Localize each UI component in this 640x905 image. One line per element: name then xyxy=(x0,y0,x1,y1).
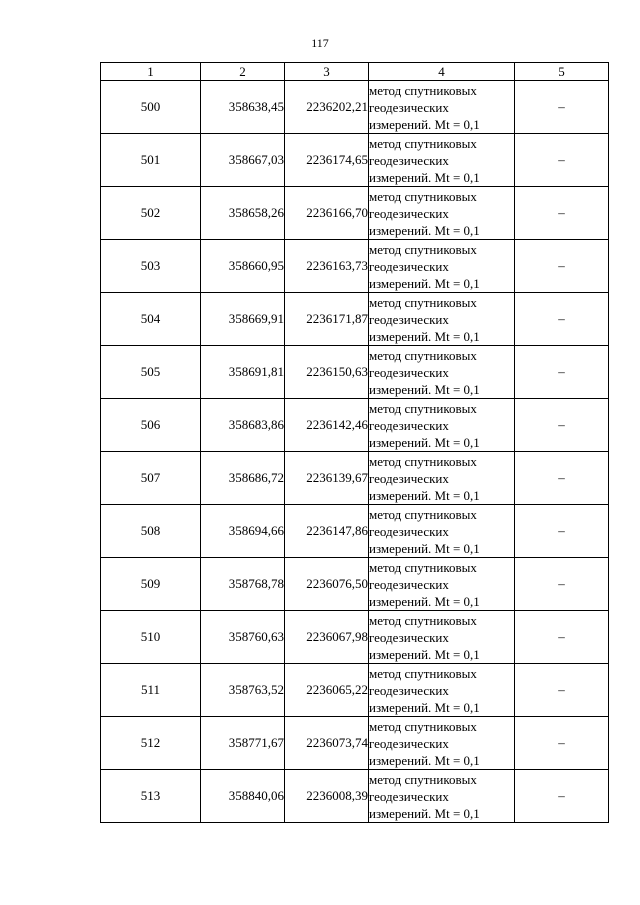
x-coordinate-cell: 358686,72 xyxy=(201,452,285,505)
method-cell xyxy=(369,505,515,558)
method-line: измерений. Mt = 0,1 xyxy=(369,275,480,291)
method-line: геодезических xyxy=(369,152,449,168)
method-line: измерений. Mt = 0,1 xyxy=(369,487,480,503)
method-cell xyxy=(369,81,515,134)
note-cell: – xyxy=(515,717,609,770)
y-coordinate-cell: 2236147,86 xyxy=(285,505,369,558)
y-coordinate-cell: 2236142,46 xyxy=(285,399,369,452)
method-line: измерений. Mt = 0,1 xyxy=(369,646,480,662)
method-line: измерений. Mt = 0,1 xyxy=(369,434,480,450)
x-coordinate-cell: 358771,67 xyxy=(201,717,285,770)
method-line: метод спутниковых xyxy=(369,665,477,681)
method-line: геодезических xyxy=(369,470,449,486)
note-cell: – xyxy=(515,134,609,187)
y-coordinate-cell: 2236067,98 xyxy=(285,611,369,664)
method-line: геодезических xyxy=(369,311,449,327)
method-cell xyxy=(369,611,515,664)
table-row xyxy=(101,134,609,187)
y-coordinate-cell: 2236171,87 xyxy=(285,293,369,346)
x-coordinate-cell: 358840,06 xyxy=(201,770,285,823)
note-cell: – xyxy=(515,240,609,293)
table-row xyxy=(101,664,609,717)
method-line: измерений. Mt = 0,1 xyxy=(369,752,480,768)
table-row xyxy=(101,346,609,399)
method-line: геодезических xyxy=(369,205,449,221)
note-cell: – xyxy=(515,346,609,399)
y-coordinate-cell: 2236008,39 xyxy=(285,770,369,823)
point-number-cell: 509 xyxy=(101,558,201,611)
method-line: метод спутниковых xyxy=(369,771,477,787)
method-cell xyxy=(369,452,515,505)
method-line: метод спутниковых xyxy=(369,506,477,522)
x-coordinate-cell: 358667,03 xyxy=(201,134,285,187)
method-line: метод спутниковых xyxy=(369,188,477,204)
coordinates-table xyxy=(100,62,609,823)
header-col-5: 5 xyxy=(515,63,609,81)
point-number-cell: 507 xyxy=(101,452,201,505)
point-number-cell: 505 xyxy=(101,346,201,399)
method-line: геодезических xyxy=(369,735,449,751)
point-number-cell: 506 xyxy=(101,399,201,452)
method-line: измерений. Mt = 0,1 xyxy=(369,169,480,185)
y-coordinate-cell: 2236174,65 xyxy=(285,134,369,187)
x-coordinate-cell: 358669,91 xyxy=(201,293,285,346)
table-row xyxy=(101,611,609,664)
point-number-cell: 504 xyxy=(101,293,201,346)
method-cell xyxy=(369,240,515,293)
x-coordinate-cell: 358760,63 xyxy=(201,611,285,664)
method-line: измерений. Mt = 0,1 xyxy=(369,222,480,238)
header-row xyxy=(101,63,609,81)
x-coordinate-cell: 358694,66 xyxy=(201,505,285,558)
x-coordinate-cell: 358768,78 xyxy=(201,558,285,611)
method-line: измерений. Mt = 0,1 xyxy=(369,540,480,556)
method-cell xyxy=(369,134,515,187)
page-number: 117 xyxy=(311,36,329,50)
table-body xyxy=(101,81,609,823)
note-cell: – xyxy=(515,664,609,717)
method-line: геодезических xyxy=(369,682,449,698)
method-line: измерений. Mt = 0,1 xyxy=(369,699,480,715)
table-row xyxy=(101,505,609,558)
method-line: измерений. Mt = 0,1 xyxy=(369,328,480,344)
y-coordinate-cell: 2236202,21 xyxy=(285,81,369,134)
note-cell: – xyxy=(515,452,609,505)
y-coordinate-cell: 2236150,63 xyxy=(285,346,369,399)
method-line: метод спутниковых xyxy=(369,347,477,363)
table-row xyxy=(101,558,609,611)
table-row xyxy=(101,81,609,134)
point-number-cell: 513 xyxy=(101,770,201,823)
method-cell xyxy=(369,293,515,346)
table-row xyxy=(101,240,609,293)
header-col-2: 2 xyxy=(201,63,285,81)
method-line: метод спутниковых xyxy=(369,294,477,310)
note-cell: – xyxy=(515,187,609,240)
method-line: метод спутниковых xyxy=(369,559,477,575)
x-coordinate-cell: 358660,95 xyxy=(201,240,285,293)
note-cell: – xyxy=(515,611,609,664)
method-line: геодезических xyxy=(369,99,449,115)
x-coordinate-cell: 358691,81 xyxy=(201,346,285,399)
header-col-3: 3 xyxy=(285,63,369,81)
method-line: метод спутниковых xyxy=(369,612,477,628)
method-line: метод спутниковых xyxy=(369,453,477,469)
method-cell xyxy=(369,346,515,399)
x-coordinate-cell: 358683,86 xyxy=(201,399,285,452)
point-number-cell: 503 xyxy=(101,240,201,293)
point-number-cell: 500 xyxy=(101,81,201,134)
method-line: геодезических xyxy=(369,417,449,433)
table-row xyxy=(101,452,609,505)
method-line: метод спутниковых xyxy=(369,82,477,98)
note-cell: – xyxy=(515,293,609,346)
header-col-1: 1 xyxy=(101,63,201,81)
method-line: геодезических xyxy=(369,523,449,539)
note-cell: – xyxy=(515,399,609,452)
y-coordinate-cell: 2236073,74 xyxy=(285,717,369,770)
note-cell: – xyxy=(515,81,609,134)
method-cell xyxy=(369,717,515,770)
method-cell xyxy=(369,664,515,717)
method-cell xyxy=(369,399,515,452)
y-coordinate-cell: 2236076,50 xyxy=(285,558,369,611)
table-row xyxy=(101,770,609,823)
y-coordinate-cell: 2236139,67 xyxy=(285,452,369,505)
note-cell: – xyxy=(515,505,609,558)
header-col-4: 4 xyxy=(369,63,515,81)
method-line: измерений. Mt = 0,1 xyxy=(369,116,480,132)
method-line: измерений. Mt = 0,1 xyxy=(369,381,480,397)
method-cell xyxy=(369,770,515,823)
method-line: метод спутниковых xyxy=(369,718,477,734)
method-line: геодезических xyxy=(369,364,449,380)
method-line: измерений. Mt = 0,1 xyxy=(369,593,480,609)
method-line: геодезических xyxy=(369,629,449,645)
table-row xyxy=(101,187,609,240)
method-cell xyxy=(369,187,515,240)
method-cell xyxy=(369,558,515,611)
x-coordinate-cell: 358638,45 xyxy=(201,81,285,134)
point-number-cell: 512 xyxy=(101,717,201,770)
x-coordinate-cell: 358763,52 xyxy=(201,664,285,717)
point-number-cell: 511 xyxy=(101,664,201,717)
note-cell: – xyxy=(515,770,609,823)
point-number-cell: 508 xyxy=(101,505,201,558)
table-row xyxy=(101,717,609,770)
method-line: геодезических xyxy=(369,258,449,274)
y-coordinate-cell: 2236163,73 xyxy=(285,240,369,293)
table-row xyxy=(101,399,609,452)
y-coordinate-cell: 2236166,70 xyxy=(285,187,369,240)
method-line: геодезических xyxy=(369,576,449,592)
method-line: измерений. Mt = 0,1 xyxy=(369,805,480,821)
method-line: метод спутниковых xyxy=(369,135,477,151)
point-number-cell: 510 xyxy=(101,611,201,664)
x-coordinate-cell: 358658,26 xyxy=(201,187,285,240)
note-cell: – xyxy=(515,558,609,611)
table-row xyxy=(101,293,609,346)
point-number-cell: 501 xyxy=(101,134,201,187)
point-number-cell: 502 xyxy=(101,187,201,240)
method-line: метод спутниковых xyxy=(369,241,477,257)
method-line: геодезических xyxy=(369,788,449,804)
y-coordinate-cell: 2236065,22 xyxy=(285,664,369,717)
method-line: метод спутниковых xyxy=(369,400,477,416)
